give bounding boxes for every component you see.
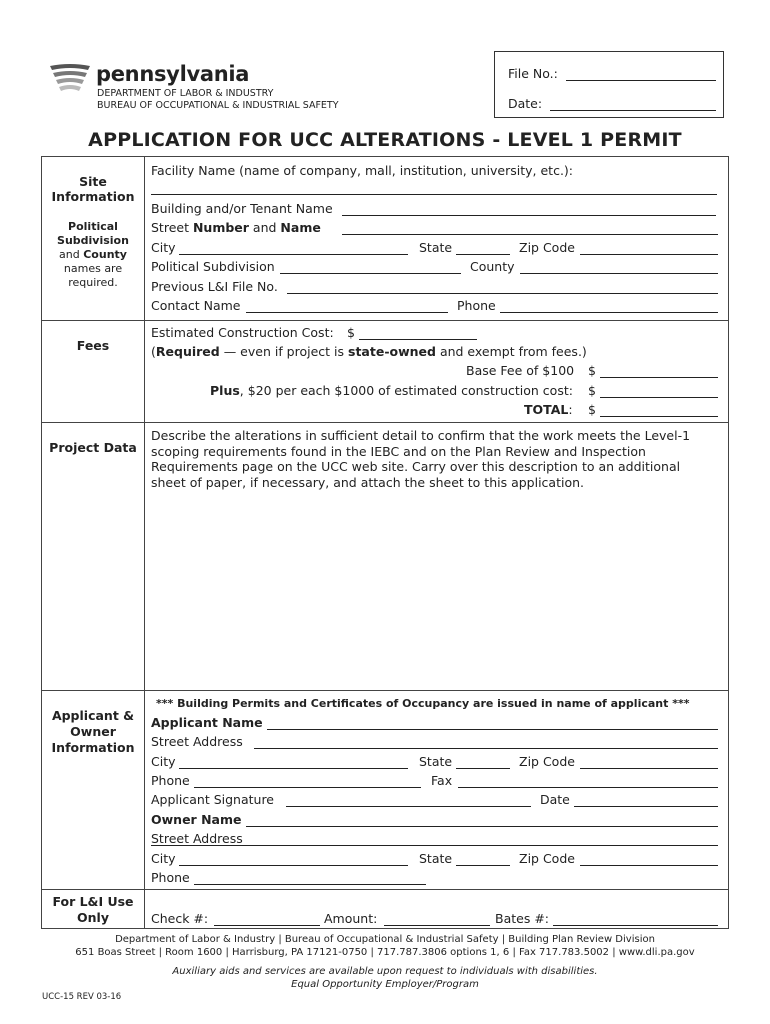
facility-label: Facility Name (name of company, mall, institution, university, etc.): xyxy=(151,163,574,178)
keystone-icon xyxy=(48,62,92,98)
est-cost-label: Estimated Construction Cost: xyxy=(151,325,334,340)
owner-zip-field[interactable] xyxy=(580,851,718,866)
required-note xyxy=(151,344,587,360)
plus-label xyxy=(210,383,573,399)
check-field[interactable] xyxy=(214,911,320,926)
applicant-state-field[interactable] xyxy=(456,754,510,769)
site-label-2: Information xyxy=(51,189,135,204)
amount-field[interactable] xyxy=(384,911,490,926)
site-note: Political xyxy=(68,220,118,233)
dept-line1: DEPARTMENT OF LABOR & INDUSTRY xyxy=(97,88,274,99)
file-no-label: File No.: xyxy=(508,66,558,81)
applicant-phone-field[interactable] xyxy=(194,773,421,788)
amount-label: Amount: xyxy=(324,911,378,926)
project-description-field[interactable] xyxy=(151,496,725,688)
plus-field[interactable] xyxy=(600,383,718,398)
li-use-label: For L&I Use xyxy=(52,894,134,909)
applicant-fax-field[interactable] xyxy=(458,773,718,788)
plus-rest: , $20 per each $1000 of estimated construction cost: xyxy=(239,383,573,398)
political-label: Political Subdivision xyxy=(151,259,275,274)
footer-line3: Auxiliary aids and services are available upon request to individuals with disabilities. xyxy=(172,966,598,977)
project-text-4: sheet of paper, if necessary, and attach the sheet to this application. xyxy=(151,475,584,490)
bates-field[interactable] xyxy=(553,911,718,926)
applicant-zip-label: Zip Code xyxy=(519,754,575,769)
site-label: Site xyxy=(79,174,107,189)
dept-line2: BUREAU OF OCCUPATIONAL & INDUSTRIAL SAFETY xyxy=(97,100,339,111)
file-no-field[interactable] xyxy=(566,66,716,81)
site-note: names are xyxy=(63,262,123,275)
contact-label: Contact Name xyxy=(151,298,241,313)
divider xyxy=(41,422,729,423)
site-note: required. xyxy=(68,276,118,289)
prev-file-field[interactable] xyxy=(287,279,718,294)
facility-field[interactable] xyxy=(151,180,717,195)
base-fee-dollar: $ xyxy=(588,363,596,378)
street-and: and xyxy=(248,220,281,235)
state-name: pennsylvania xyxy=(96,62,250,86)
site-note-and: and xyxy=(59,248,84,261)
county-field[interactable] xyxy=(520,259,718,274)
applicant-notice: *** Building Permits and Certificates of Occupancy are issued in name of applicant *** xyxy=(156,697,690,710)
applicant-name-label: Applicant Name xyxy=(151,715,263,730)
applicant-phone-label: Phone xyxy=(151,773,190,788)
street-prefix: Street xyxy=(151,220,193,235)
building-field[interactable] xyxy=(342,201,716,216)
project-text-3: Requirements page on the UCC web site. Carry over this description to an additional xyxy=(151,459,681,474)
contact-field[interactable] xyxy=(246,298,448,313)
street-label xyxy=(151,220,321,236)
owner-phone-label: Phone xyxy=(151,870,190,885)
site-note xyxy=(42,248,144,262)
phone-label: Phone xyxy=(457,298,496,313)
divider xyxy=(41,690,729,691)
total-label xyxy=(524,402,573,418)
base-fee-label: Base Fee of $100 xyxy=(466,363,575,378)
applicant-fax-label: Fax xyxy=(431,773,453,788)
signature-date-field[interactable] xyxy=(574,792,718,807)
street-name: Name xyxy=(280,220,321,235)
paren-open: ( xyxy=(151,344,156,359)
applicant-zip-field[interactable] xyxy=(580,754,718,769)
owner-zip-label: Zip Code xyxy=(519,851,575,866)
applicant-street-field[interactable] xyxy=(254,734,718,749)
applicant-state-label: State xyxy=(419,754,453,769)
required-rest: — even if project is xyxy=(219,344,349,359)
page-title: APPLICATION FOR UCC ALTERATIONS - LEVEL 1 PERMIT xyxy=(88,129,682,151)
divider xyxy=(41,889,729,890)
footer-line1: Department of Labor & Industry | Bureau of Occupational & Industrial Safety | Building Plan Review Division xyxy=(115,934,655,945)
prev-file-label: Previous L&I File No. xyxy=(151,279,278,294)
check-label: Check #: xyxy=(151,911,209,926)
signature-date-label: Date xyxy=(540,792,570,807)
base-fee-field[interactable] xyxy=(600,363,718,378)
owner-name-field[interactable] xyxy=(246,812,718,827)
form-code: UCC-15 REV 03-16 xyxy=(42,992,122,1002)
date-label: Date: xyxy=(508,96,543,111)
project-text-2: scoping requirements found in the IEBC and on the Plan Review and Inspection xyxy=(151,444,646,459)
phone-field[interactable] xyxy=(500,298,718,313)
signature-label: Applicant Signature xyxy=(151,792,274,807)
project-text-1: Describe the alterations in sufficient detail to confirm that the work meets the Level-1 xyxy=(151,428,691,443)
owner-state-field[interactable] xyxy=(456,851,510,866)
city-label: City xyxy=(151,240,176,255)
bates-label: Bates #: xyxy=(495,911,549,926)
project-label: Project Data xyxy=(49,440,137,455)
state-owned-word: state-owned xyxy=(348,344,436,359)
plus-dollar: $ xyxy=(588,383,596,398)
site-note-county: County xyxy=(83,248,127,261)
building-label: Building and/or Tenant Name xyxy=(151,201,333,216)
applicant-street-label: Street Address xyxy=(151,734,243,749)
state-label: State xyxy=(419,240,453,255)
date-field[interactable] xyxy=(550,96,716,111)
city-field[interactable] xyxy=(179,240,408,255)
owner-state-label: State xyxy=(419,851,453,866)
footer-line2: 651 Boas Street | Room 1600 | Harrisburg, PA 17121-0750 | 717.787.3806 options 1, 6 | Fax 717.783.5002 | www.dli.pa.gov xyxy=(75,947,695,958)
street-number: Number xyxy=(192,220,249,235)
total-dollar: $ xyxy=(588,402,596,417)
applicant-city-field[interactable] xyxy=(179,754,408,769)
signature-field[interactable] xyxy=(286,792,531,807)
zip-label: Zip Code xyxy=(519,240,575,255)
applicant-label-3: Information xyxy=(51,740,135,755)
plus-bold: Plus xyxy=(210,383,240,398)
total-field[interactable] xyxy=(600,402,718,417)
required-end: and exempt from fees.) xyxy=(435,344,587,359)
applicant-city-label: City xyxy=(151,754,176,769)
zip-field[interactable] xyxy=(580,240,718,255)
est-cost-dollar: $ xyxy=(347,325,355,340)
state-field[interactable] xyxy=(456,240,510,255)
logo xyxy=(48,62,92,98)
owner-street-label: Street Address xyxy=(151,831,243,846)
li-use-label-2: Only xyxy=(77,910,109,925)
applicant-label-2: Owner xyxy=(70,724,116,739)
street-field[interactable] xyxy=(342,220,718,235)
total-colon: : xyxy=(568,402,573,417)
fees-label: Fees xyxy=(76,338,110,353)
county-label: County xyxy=(470,259,515,274)
owner-phone-field[interactable] xyxy=(194,870,426,885)
site-note: Subdivision xyxy=(57,234,129,247)
political-field[interactable] xyxy=(280,259,461,274)
total-word: TOTAL xyxy=(524,402,569,417)
footer-line4: Equal Opportunity Employer/Program xyxy=(291,979,479,990)
owner-city-field[interactable] xyxy=(179,851,408,866)
est-cost-field[interactable] xyxy=(359,325,477,340)
required-word: Required xyxy=(155,344,220,359)
owner-street-field[interactable] xyxy=(151,831,718,846)
applicant-name-field[interactable] xyxy=(267,715,718,730)
applicant-label: Applicant & xyxy=(51,708,135,723)
divider xyxy=(41,320,729,321)
owner-city-label: City xyxy=(151,851,176,866)
owner-name-label: Owner Name xyxy=(151,812,242,827)
